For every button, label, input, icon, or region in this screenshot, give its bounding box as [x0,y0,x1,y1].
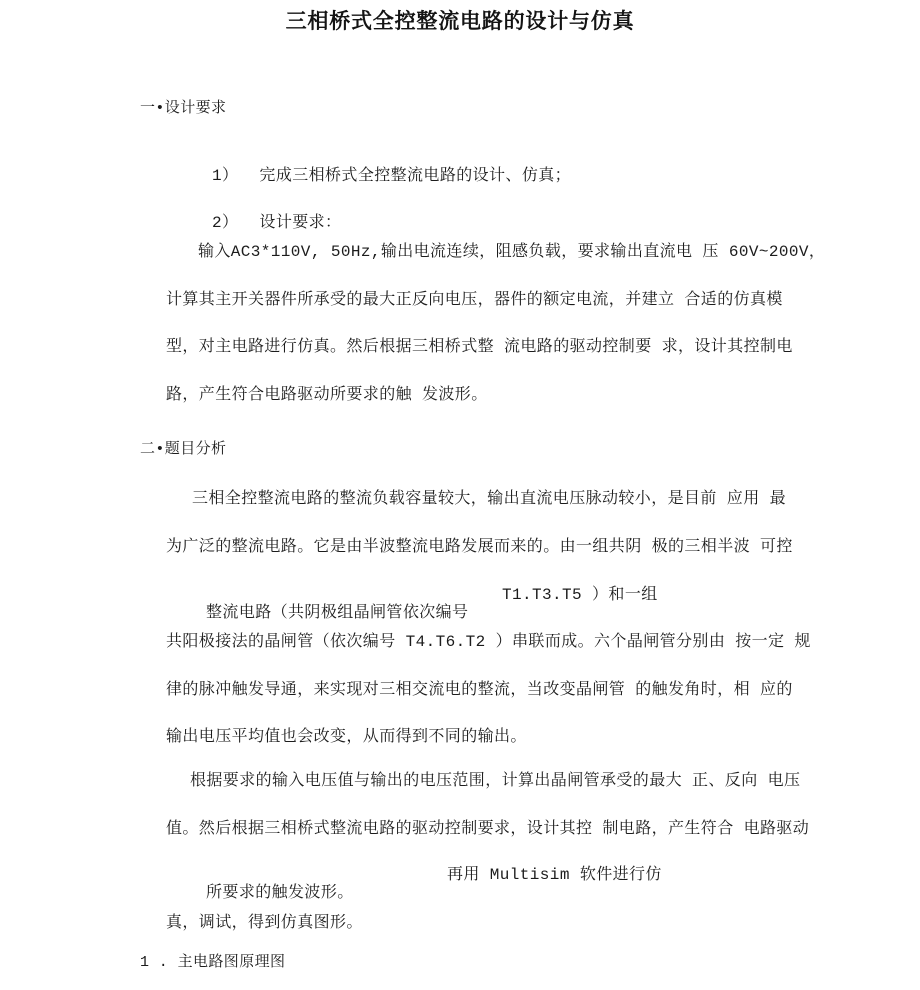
requirements-paragraph-line-4: 路，产生符合电路驱动所要求的触 发波形。 [166,386,488,404]
requirements-paragraph-line-2: 计算其主开关器件所承受的最大正反向电压，器件的额定电流，并建立 合适的仿真模 [166,291,783,309]
analysis-paragraph-line-6: 输出电压平均值也会改变，从而得到不同的输出。 [166,728,527,746]
requirements-paragraph-line-3: 型，对主电路进行仿真。然后根据三相桥式整 流电路的驱动控制要 求，设计其控制电 [166,338,793,356]
analysis-paragraph-line-2: 为广泛的整流电路。它是由半波整流电路发展而来的。由一组共阴 极的三相半波 可控 [166,538,793,556]
section2-heading: 二•题目分析 [140,441,227,458]
list-item-2-text: 设计要求： [259,214,342,232]
calculation-paragraph-line-4: 真，调试，得到仿真图形。 [166,914,363,932]
list-item-2-number: 2） [212,214,239,232]
thyristor-numbering-text-left: 整流电路（共阴极组晶闸管依次编号 [206,604,469,622]
analysis-paragraph-line-4: 共阳极接法的晶闸管（依次编号 T4.T6.T2 ）串联而成。六个晶闸管分别由 按一定 规 [166,633,811,651]
document-title: 三相桥式全控整流电路的设计与仿真 [285,12,635,35]
multisim-software-text: 再用 Multisim 软件进行仿 [447,866,662,884]
thyristor-numbering-text-right: T1.T3.T5 ）和一组 [502,586,658,604]
list-item-1-text: 完成三相桥式全控整流电路的设计、仿真； [259,167,572,185]
analysis-paragraph-line-5: 律的脉冲触发导通，来实现对三相交流电的整流，当改变晶闸管 的触发角时，相 应的 [166,681,793,699]
trigger-waveform-text: 所要求的触发波形。 [206,884,354,902]
list-item-1-number: 1） [212,167,239,185]
calculation-paragraph-line-1: 根据要求的输入电压值与输出的电压范围，计算出晶闸管承受的最大 正、反向 电压 [190,772,801,790]
requirements-paragraph-line-1: 输入AC3*110V, 50Hz,输出电流连续，阻感负载，要求输出直流电 压 60V~200V， [198,243,826,261]
section1-heading: 一•设计要求 [140,100,227,117]
section3-heading: 1 . 主电路图原理图 [140,954,286,971]
calculation-paragraph-line-2: 值。然后根据三相桥式整流电路的驱动控制要求，设计其控 制电路，产生符合 电路驱动 [166,820,810,838]
analysis-paragraph-line-1: 三相全控整流电路的整流负载容量较大，输出直流电压脉动较小，是目前 应用 最 [192,490,787,508]
